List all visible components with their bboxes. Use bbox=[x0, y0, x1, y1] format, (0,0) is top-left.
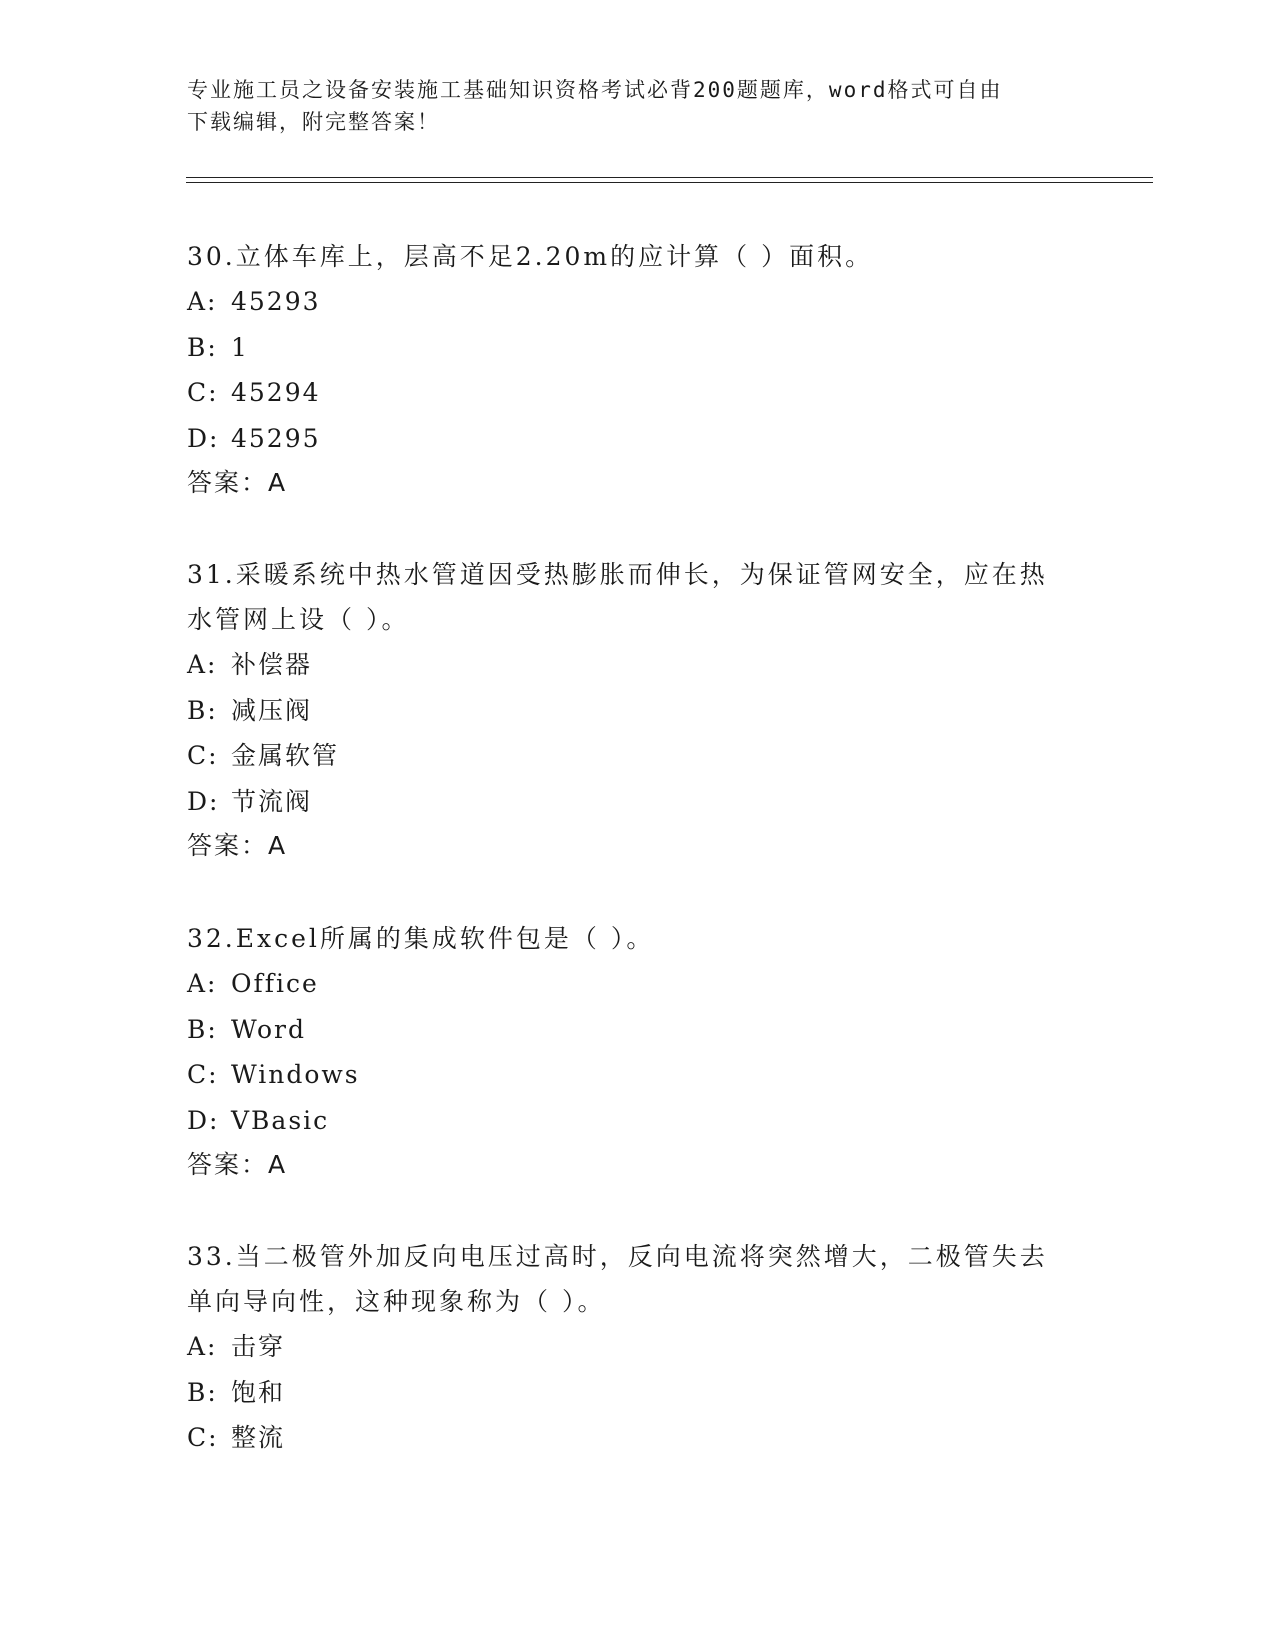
option-text: 节流阀 bbox=[231, 786, 313, 816]
option-a bbox=[187, 961, 1087, 1007]
answer-label: 答案： bbox=[187, 468, 269, 497]
question-stem-line-1: 31.采暖系统中热水管道因受热膨胀而伸长，为保证管网安全，应在热 bbox=[187, 560, 1048, 589]
option-letter: D: bbox=[187, 1105, 220, 1135]
option-a bbox=[187, 1324, 1087, 1370]
option-c bbox=[187, 733, 1087, 779]
question-32 bbox=[187, 916, 1087, 1187]
option-text: 补偿器 bbox=[231, 650, 313, 679]
option-letter: D: bbox=[187, 423, 220, 453]
option-text: VBasic bbox=[231, 1105, 330, 1135]
option-letter: A: bbox=[187, 1332, 218, 1361]
option-letter: B: bbox=[187, 332, 218, 362]
header-title-line-2: 下载编辑，附完整答案！ bbox=[187, 110, 440, 134]
answer-label: 答案： bbox=[187, 1150, 269, 1179]
option-c bbox=[187, 370, 1087, 416]
option-a bbox=[187, 642, 1087, 688]
option-text: Office bbox=[231, 969, 319, 998]
header-divider-bottom bbox=[186, 182, 1153, 183]
header-divider-top bbox=[186, 177, 1153, 178]
document-header bbox=[187, 74, 1087, 138]
option-d bbox=[187, 416, 1087, 462]
option-text: 45293 bbox=[231, 287, 321, 316]
option-letter: A: bbox=[187, 650, 218, 679]
option-letter: C: bbox=[187, 1423, 219, 1452]
answer-value: A bbox=[268, 831, 288, 860]
option-text: 击穿 bbox=[231, 1332, 286, 1361]
answer-line bbox=[187, 824, 1087, 868]
option-a bbox=[187, 279, 1087, 325]
answer-value: A bbox=[268, 1150, 288, 1179]
option-c bbox=[187, 1415, 1087, 1461]
option-letter: A: bbox=[187, 287, 218, 316]
option-text: 饱和 bbox=[231, 1377, 286, 1407]
option-b bbox=[187, 1007, 1087, 1053]
option-letter: A: bbox=[187, 969, 218, 998]
option-d bbox=[187, 1098, 1087, 1144]
option-text: Word bbox=[231, 1014, 307, 1044]
option-letter: B: bbox=[187, 1014, 218, 1044]
option-text: 45295 bbox=[231, 423, 321, 453]
option-text: 金属软管 bbox=[231, 741, 340, 770]
question-stem: 30.立体车库上，层高不足2.20m的应计算（ ）面积。 bbox=[187, 242, 874, 271]
option-b bbox=[187, 325, 1087, 371]
question-stem-line-2: 单向导向性，这种现象称为（ ）。 bbox=[187, 1287, 606, 1316]
question-33 bbox=[187, 1234, 1087, 1461]
option-text: 整流 bbox=[231, 1423, 286, 1452]
option-letter: B: bbox=[187, 695, 218, 725]
option-d bbox=[187, 779, 1087, 825]
question-stem-line-1: 33.当二极管外加反向电压过高时，反向电流将突然增大，二极管失去 bbox=[187, 1242, 1048, 1271]
question-31 bbox=[187, 552, 1087, 868]
option-b bbox=[187, 688, 1087, 734]
answer-line bbox=[187, 461, 1087, 505]
option-letter: B: bbox=[187, 1377, 218, 1407]
question-30 bbox=[187, 234, 1087, 505]
answer-line bbox=[187, 1143, 1087, 1187]
option-letter: C: bbox=[187, 1060, 219, 1089]
option-text: 45294 bbox=[231, 378, 321, 407]
option-letter: C: bbox=[187, 378, 219, 407]
header-title-line-1: 专业施工员之设备安装施工基础知识资格考试必背200题题库，word格式可自由 bbox=[187, 78, 1003, 102]
answer-value: A bbox=[268, 468, 288, 497]
option-c bbox=[187, 1052, 1087, 1098]
answer-label: 答案： bbox=[187, 831, 269, 860]
option-text: 减压阀 bbox=[231, 695, 313, 725]
question-stem-line-2: 水管网上设（ ）。 bbox=[187, 605, 410, 634]
option-letter: C: bbox=[187, 741, 219, 770]
option-b bbox=[187, 1370, 1087, 1416]
option-text: Windows bbox=[231, 1060, 360, 1089]
question-stem: 32.Excel所属的集成软件包是（ ）。 bbox=[187, 924, 655, 953]
option-text: 1 bbox=[231, 332, 249, 362]
option-letter: D: bbox=[187, 786, 220, 816]
